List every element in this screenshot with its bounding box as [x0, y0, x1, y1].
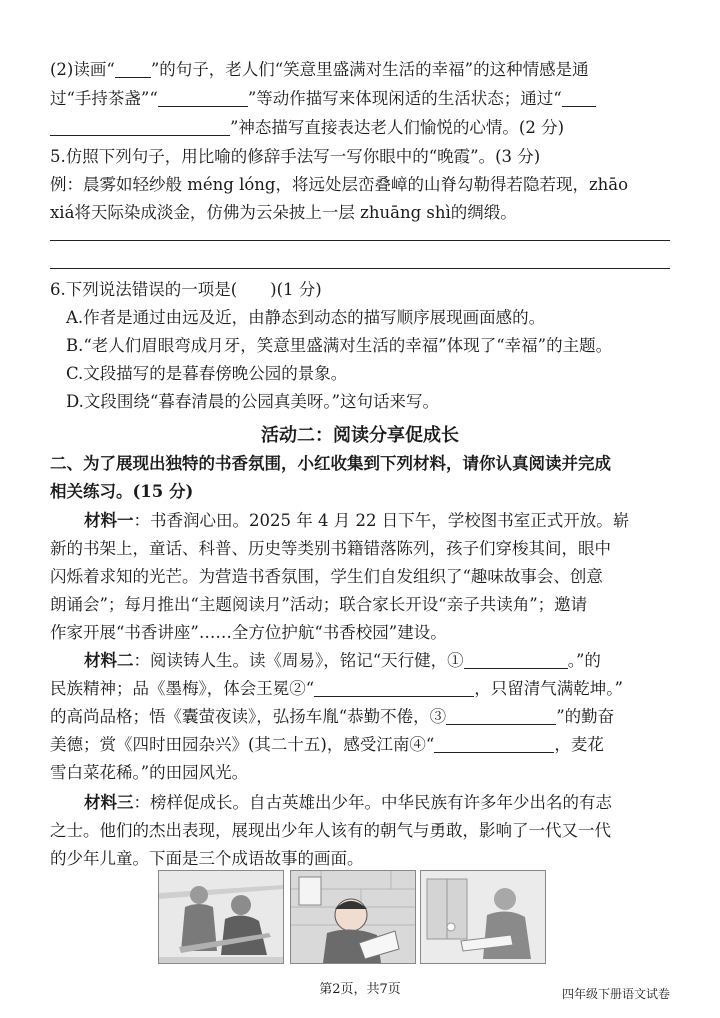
q4-2-text: (2)读画“ [50, 60, 115, 79]
material-three-label: 材料三 [84, 793, 134, 812]
material-two-text: ：阅读铸人生。读《周易》，铭记“天行健，① [133, 651, 464, 670]
q6-option-c[interactable]: C.文段描写的是暮春傍晚公园的景象。 [66, 364, 348, 383]
material-two-text: 的高尚品格；悟《囊萤夜读》，弘扬车胤“恭勤不倦，③ [50, 707, 447, 726]
q4-2-text: 过“手持茶盏”“ [50, 89, 158, 108]
q6-option-d[interactable]: D.文段围绕“暮春清晨的公园真美呀。”这句话来写。 [66, 392, 440, 411]
material-one-label: 材料一 [84, 511, 134, 530]
material-three-text: ：榜样促成长。自古英雄出少年。中华民族有许多年少出名的有志 [133, 793, 612, 812]
q6-option-b[interactable]: B.“老人们眉眼弯成月牙，笑意里盛满对生活的幸福”体现了“幸福”的主题。 [66, 336, 613, 355]
material-two-label: 材料二 [84, 651, 134, 670]
material-one-line-4: 朗诵会”；每月推出“主题阅读月”活动；联合家长开设“亲子共读角”；邀请 [50, 595, 588, 614]
q4-2-text: ”神态描写直接表达老人们愉悦的心情。(2 分) [230, 118, 565, 137]
material-three-line-1 [84, 791, 612, 815]
material-two-text: ”的勤奋 [556, 707, 615, 726]
material-two-text: ，只留清气满乾坤。” [474, 679, 623, 698]
answer-blank[interactable] [115, 60, 151, 78]
q4-2-line-1 [50, 58, 589, 82]
q4-2-line-3 [50, 116, 564, 140]
answer-blank-4[interactable] [434, 735, 554, 753]
material-one-line-2: 新的书架上，童话、科普、历史等类别书籍错落陈列，孩子们穿梭其间，眼中 [50, 539, 611, 558]
material-two-text: ，麦花 [554, 735, 604, 754]
q6-option-a[interactable]: A.作者是通过由远及近，由静态到动态的描写顺序展现画面感的。 [66, 308, 546, 327]
idiom-story-picture-1 [158, 870, 284, 964]
q4-2-text: ”的句子，老人们“笑意里盛满对生活的幸福”的这种情感是通 [150, 60, 589, 79]
material-two-line-5: 雪白菜花稀。”的田园风光。 [50, 763, 249, 782]
q5-example-line-2: xiá将天际染成淡金，仿佛为云朵披上一层 zhuāng shì的绸缎。 [50, 203, 517, 222]
material-three-line-3: 的少年儿童。下面是三个成语故事的画面。 [50, 849, 364, 868]
section-two-instruction-1: 二、为了展现出独特的书香氛围，小红收集到下列材料，请你认真阅读并完成 [50, 454, 611, 473]
q4-2-text: ”等动作描写来体现闲适的生活状态；通过“ [247, 89, 562, 108]
material-one-line-1 [84, 509, 629, 533]
q5-answer-line-1[interactable] [50, 240, 670, 241]
answer-blank[interactable] [562, 89, 596, 107]
material-two-line-3 [50, 705, 614, 729]
idiom-story-picture-3 [420, 870, 546, 964]
material-three-line-2: 之士。他们的杰出表现，展现出少年人该有的朝气与勇敢，影响了一代又一代 [50, 821, 611, 840]
q4-2-line-2 [50, 87, 596, 111]
material-two-text: 民族精神；品《墨梅》，体会王冕②“ [50, 679, 315, 698]
material-two-line-1 [84, 649, 601, 673]
material-one-line-3: 闪烁着求知的光芒。为营造书香氛围，学生们自发组织了“趣味故事会、创意 [50, 567, 603, 586]
answer-blank[interactable] [158, 89, 248, 107]
q5-stem: 5.仿照下列句子，用比喻的修辞手法写一写你眼中的“晚霞”。(3 分) [50, 147, 541, 166]
section-two-instruction-2: 相关练习。(15 分) [50, 482, 194, 501]
material-two-text: 美德；赏《四时田园杂兴》(其二十五)，感受江南④“ [50, 735, 435, 754]
answer-blank[interactable] [50, 118, 230, 136]
q5-example-line-1: 例：晨雾如轻纱般 méng lóng，将远处层峦叠嶂的山脊勾勒得若隐若现，zhāo [50, 175, 629, 194]
material-two-line-2 [50, 677, 623, 701]
material-two-text: 。”的 [567, 651, 601, 670]
q5-answer-line-2[interactable] [50, 268, 670, 269]
page-number: 第2页，共7页 [319, 982, 401, 997]
exam-title-footer: 四年级下册语文试卷 [561, 987, 670, 1001]
material-one-line-5: 作家开展“书香讲座”……全方位护航“书香校园”建设。 [50, 623, 447, 642]
answer-blank-1[interactable] [464, 651, 568, 669]
idiom-story-picture-2 [290, 870, 416, 964]
activity-two-title: 活动二：阅读分享促成长 [261, 425, 459, 446]
material-one-text: ：书香润心田。2025 年 4 月 22 日下午，学校图书室正式开放。崭 [133, 511, 630, 530]
answer-blank-2[interactable] [314, 679, 474, 697]
material-two-line-4 [50, 733, 604, 757]
q6-stem: 6.下列说法错误的一项是( )(1 分) [50, 280, 322, 299]
answer-blank-3[interactable] [446, 707, 556, 725]
